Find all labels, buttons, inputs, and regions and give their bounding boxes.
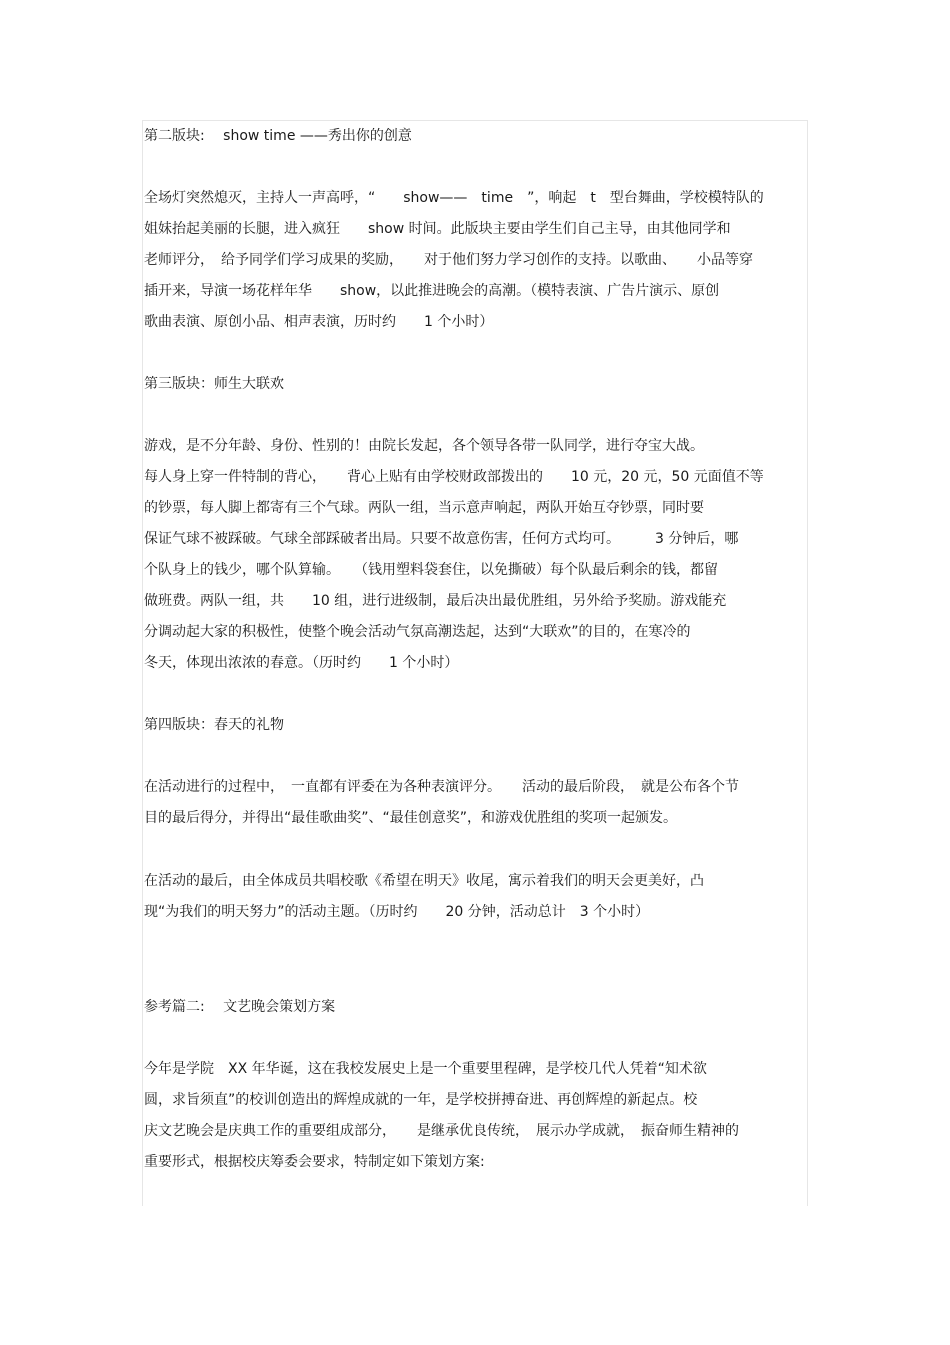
paragraph-line: 冬天，体现出浓浓的春意。（历时约 1 个小时） [144,655,459,671]
paragraph-line: 游戏，是不分年龄、身份、性别的！由院长发起，各个领导各带一队同学，进行夺宝大战。 [144,438,704,454]
reference-2-heading: 参考篇二: 文艺晚会策划方案 [144,999,336,1015]
paragraph-line: 插开来，导演一场花样年华 show，以此推进晚会的高潮。（模特表演、广告片演示、原创 [144,283,720,299]
paragraph-line: 每人身上穿一件特制的背心， 背心上贴有由学校财政部拨出的 10 元，20 元，50 元面值不等 [144,469,764,485]
paragraph-line: 目的最后得分，并得出“最佳歌曲奖”、“最佳创意奖”，和游戏优胜组的奖项一起颁发。 [144,810,678,826]
section-4-heading: 第四版块：春天的礼物 [144,717,284,733]
paragraph-line: 歌曲表演、原创小品、相声表演，历时约 1 个小时） [144,314,494,330]
paragraph-line: 个队身上的钱少，哪个队算输。 （钱用塑料袋套住，以免撕破）每个队最后剩余的钱，都留 [144,562,718,578]
section-3-heading: 第三版块：师生大联欢 [144,376,284,392]
paragraph-line: 庆文艺晚会是庆典工作的重要组成部分， 是继承优良传统， 展示办学成就， 振奋师生精神的 [144,1123,739,1139]
paragraph-line: 的钞票，每人脚上都寄有三个气球。两队一组，当示意声响起，两队开始互夺钞票，同时要 [144,500,704,516]
paragraph-line: 分调动起大家的积极性，使整个晚会活动气氛高潮迭起，达到“大联欢”的目的，在寒冷的 [144,624,691,640]
paragraph-line: 老师评分， 给予同学们学习成果的奖励， 对于他们努力学习创作的支持。以歌曲、 小品等穿 [144,252,753,268]
paragraph-line: 重要形式，根据校庆筹委会要求，特制定如下策划方案: [144,1154,485,1170]
paragraph-line: 现“为我们的明天努力”的活动主题。（历时约 20 分钟，活动总计 3 个小时） [144,904,650,920]
paragraph-line: 全场灯突然熄灭，主持人一声高呼，“ show—— time ”，响起 t 型台舞曲，学校模特队的 [144,190,764,206]
paragraph-line: 圆，求旨须直”的校训创造出的辉煌成就的一年，是学校拼搏奋进、再创辉煌的新起点。校 [144,1092,698,1108]
paragraph-line: 今年是学院 XX 年华诞，这在我校发展史上是一个重要里程碑，是学校几代人凭着“知术欲 [144,1061,707,1077]
paragraph-line: 保证气球不被踩破。气球全部踩破者出局。只要不故意伤害，任何方式均可。 3 分钟后，哪 [144,531,739,547]
paragraph-line: 在活动的最后，由全体成员共唱校歌《希望在明天》收尾，寓示着我们的明天会更美好，凸 [144,873,704,889]
section-2-heading: 第二版块: show time ——秀出你的创意 [144,128,412,144]
paragraph-line: 姐妹抬起美丽的长腿，进入疯狂 show 时间。此版块主要由学生们自己主导，由其他同学和 [144,221,731,237]
paragraph-line: 做班费。两队一组，共 10 组，进行进级制，最后决出最优胜组，另外给予奖励。游戏能充 [144,593,727,609]
paragraph-line: 在活动进行的过程中， 一直都有评委在为各种表演评分。 活动的最后阶段， 就是公布各个节 [144,779,739,795]
